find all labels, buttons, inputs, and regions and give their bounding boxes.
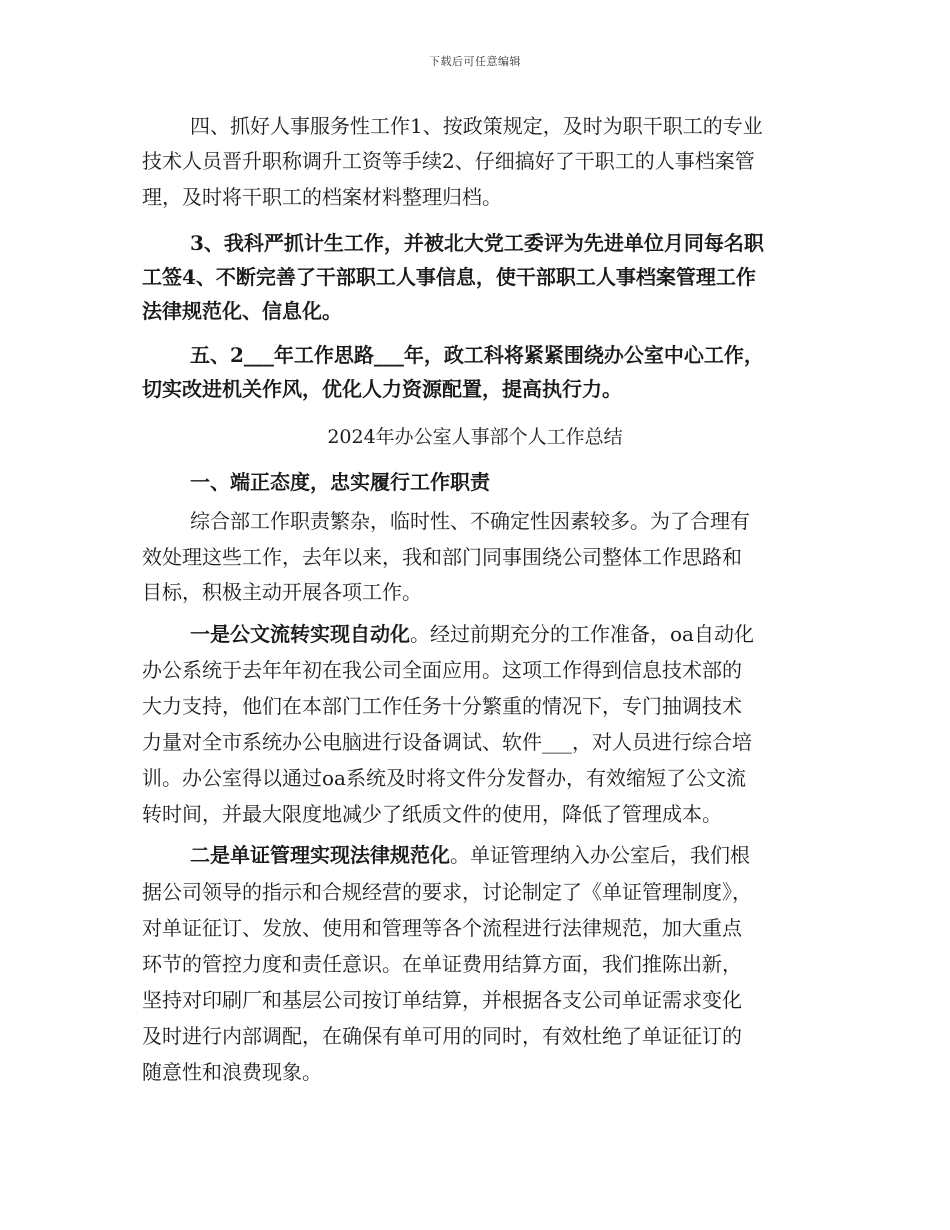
text-line: 一是公文流转实现自动化。经过前期充分的工作准备，oa自动化 <box>190 622 754 646</box>
text-line: 四、抓好人事服务性工作1、按政策规定，及时为职干职工的专业 <box>190 114 763 138</box>
page-header: 下载后可任意编辑 <box>429 55 521 68</box>
text-line: 切实改进机关作风，优化人力资源配置，提高执行力。 <box>142 377 622 401</box>
text-line: 法律规范化、信息化。 <box>142 299 342 323</box>
text-line: 大力支持，他们在本部门工作任务十分繁重的情况下，专门抽调技术 <box>142 694 742 718</box>
text-line: 五、2___年工作思路___年，政工科将紧紧围绕办公室中心工作， <box>190 343 764 367</box>
text-line: 转时间，并最大限度地减少了纸质文件的使用，降低了管理成本。 <box>142 802 722 826</box>
text-line: 随意性和浪费现象。 <box>142 1060 322 1084</box>
text-line: 理，及时将干职工的档案材料整理归档。 <box>142 185 502 209</box>
text-line: 技术人员晋升职称调升工资等手续2、仔细搞好了干职工的人事档案管 <box>142 149 755 173</box>
text-line: 据公司领导的指示和合规经营的要求，讨论制定了《单证管理制度》， <box>142 880 752 904</box>
text-line: 工签4、不断完善了干部职工人事信息，使干部职工人事档案管理工作 <box>142 265 756 289</box>
text-line: 环节的管控力度和责任意识。在单证费用结算方面，我们推陈出新， <box>142 952 742 976</box>
text-line: 效处理这些工作，去年以来，我和部门同事围绕公司整体工作思路和 <box>142 545 742 569</box>
text-line: 训。办公室得以通过oa系统及时将文件分发督办，有效缩短了公文流 <box>142 766 746 790</box>
text-line: 坚持对印刷厂和基层公司按订单结算，并根据各支公司单证需求变化 <box>142 988 742 1012</box>
text-line: 目标，积极主动开展各项工作。 <box>142 580 422 604</box>
text-line: 办公系统于去年年初在我公司全面应用。这项工作得到信息技术部的 <box>142 658 742 682</box>
text-line: 二是单证管理实现法律规范化。单证管理纳入办公室后，我们根 <box>190 843 750 867</box>
text-line: 3、我科严抓计生工作，并被北大党工委评为先进单位月同每名职 <box>190 231 764 255</box>
text-line: 综合部工作职责繁杂，临时性、不确定性因素较多。为了合理有 <box>190 509 750 533</box>
text-line: 力量对全市系统办公电脑进行设备调试、软件___，对人员进行综合培 <box>142 730 752 754</box>
section-heading: 一、端正态度，忠实履行工作职责 <box>190 470 490 494</box>
text-line: 及时进行内部调配，在确保有单可用的同时，有效杜绝了单证征订的 <box>142 1024 742 1048</box>
text-line: 对单证征订、发放、使用和管理等各个流程进行法律规范，加大重点 <box>142 916 742 940</box>
document-title: 2024年办公室人事部个人工作总结 <box>327 426 623 448</box>
